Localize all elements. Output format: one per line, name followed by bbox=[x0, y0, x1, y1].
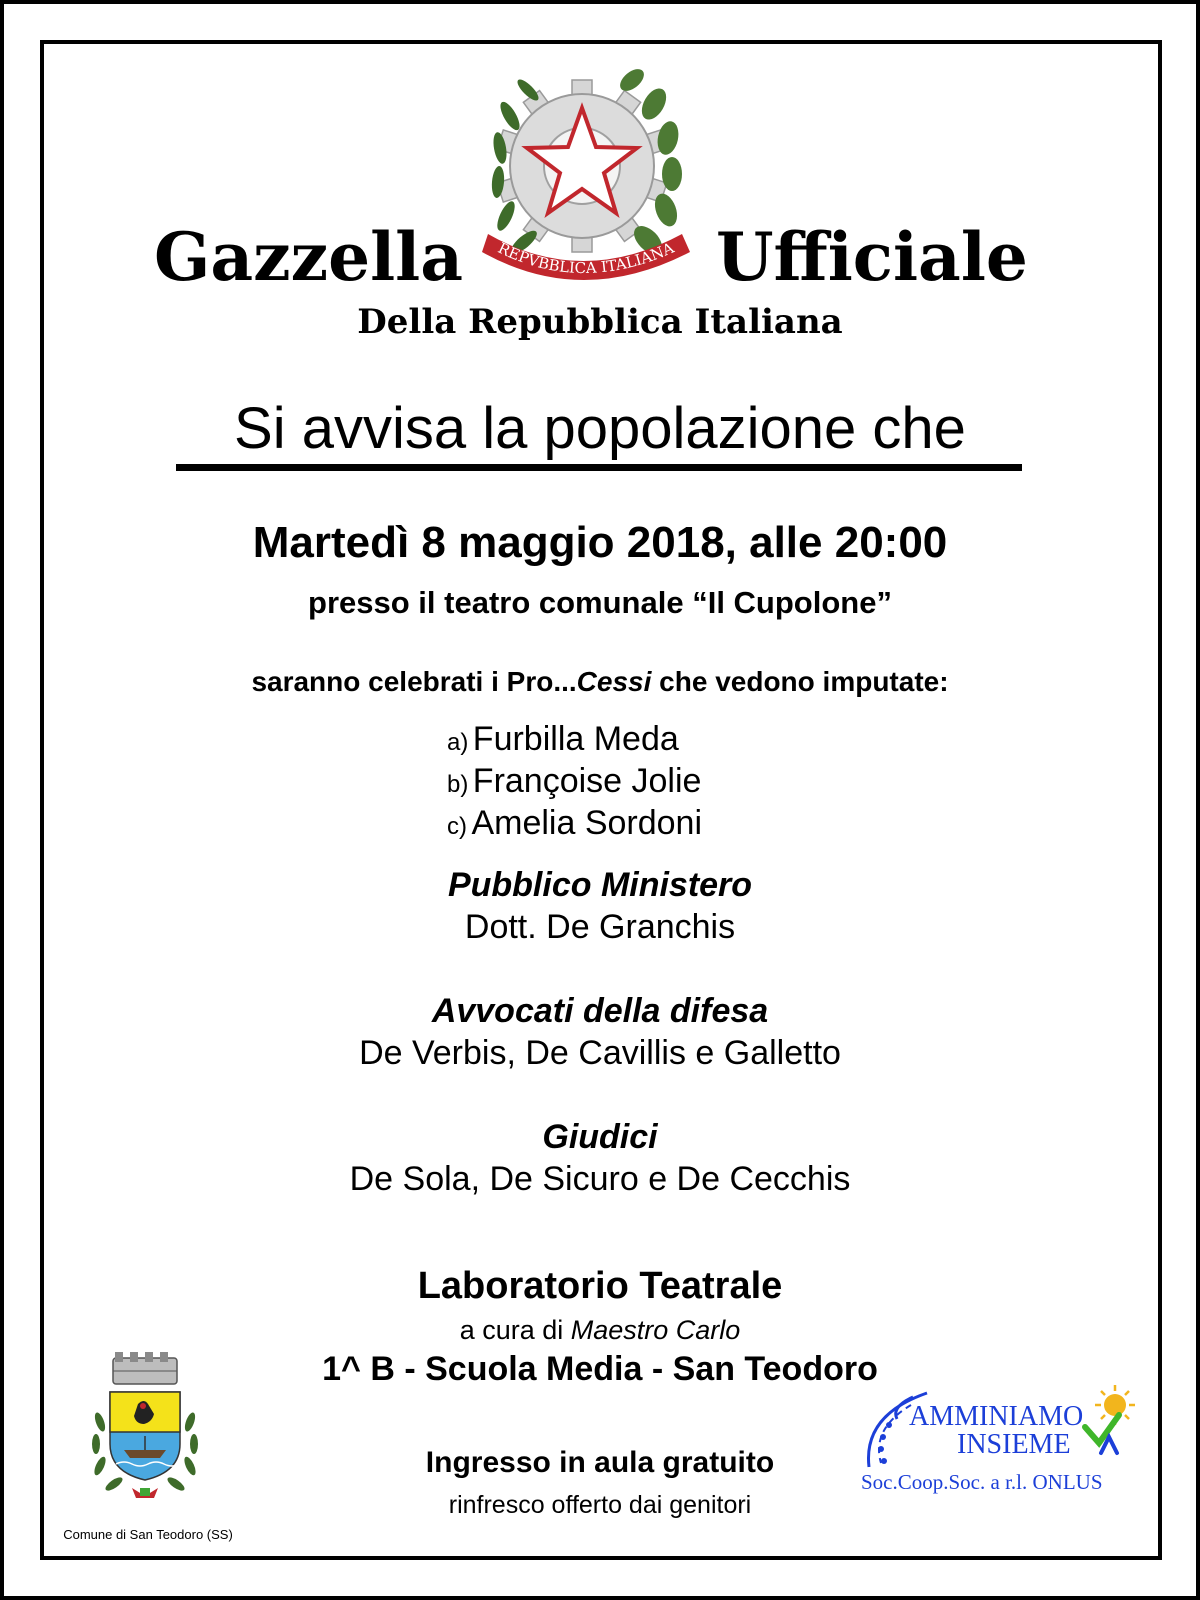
prosecutor-name: Dott. De Granchis bbox=[464, 908, 736, 946]
defendant-name: Furbilla Meda bbox=[472, 720, 679, 758]
notice-heading: Si avvisa la popolazione che bbox=[234, 396, 966, 461]
intro-italic: Cessi bbox=[576, 666, 652, 697]
defendant-mark: a) bbox=[447, 729, 469, 756]
masthead-left-word: Gazzella bbox=[154, 218, 463, 296]
defendant-name: Amelia Sordoni bbox=[471, 804, 703, 842]
organizer-title: Laboratorio Teatrale bbox=[417, 1265, 783, 1307]
organizer-class: 1^ B - Scuola Media - San Teodoro bbox=[322, 1350, 878, 1388]
defendant-mark: c) bbox=[447, 813, 467, 840]
intro-after: che vedono imputate: bbox=[651, 666, 949, 697]
event-venue: presso il teatro comunale “Il Cupolone” bbox=[308, 585, 892, 620]
partner-line1: AMMINIAMO bbox=[909, 1401, 1084, 1432]
intro-before: saranno celebrati i Pro... bbox=[251, 666, 577, 697]
curated-prefix: a cura di bbox=[459, 1315, 571, 1345]
admission-title: Ingresso in aula gratuito bbox=[425, 1446, 775, 1479]
notice-underline bbox=[176, 464, 1022, 471]
defense-names: De Verbis, De Cavillis e Galletto bbox=[359, 1034, 841, 1072]
masthead-subtitle: Della Repubblica Italiana bbox=[357, 302, 843, 342]
defendants-list bbox=[447, 718, 702, 844]
admission-note: rinfresco offerto dai genitori bbox=[448, 1491, 752, 1519]
crest-caption: Comune di San Teodoro (SS) bbox=[63, 1527, 233, 1542]
masthead-right-word: Ufficiale bbox=[716, 218, 1028, 296]
event-date: Martedì 8 maggio 2018, alle 20:00 bbox=[252, 518, 948, 567]
defendant-item bbox=[447, 760, 702, 802]
emblem-ribbon-text: REPVBBLICA ITALIANA bbox=[495, 238, 677, 278]
defendant-item bbox=[447, 718, 702, 760]
judges-names: De Sola, De Sicuro e De Cecchis bbox=[349, 1160, 851, 1198]
camminiamo-insieme-logo-icon bbox=[857, 1385, 1147, 1520]
italian-republic-emblem-icon bbox=[482, 56, 696, 296]
defendant-mark: b) bbox=[447, 771, 469, 798]
curated-by: Maestro Carlo bbox=[570, 1315, 741, 1345]
event-intro bbox=[0, 666, 1200, 698]
defense-title: Avvocati della difesa bbox=[431, 992, 769, 1030]
partner-line2: INSIEME bbox=[957, 1429, 1071, 1460]
defendant-name: Françoise Jolie bbox=[472, 762, 702, 800]
partner-line3: Soc.Coop.Soc. a r.l. ONLUS bbox=[861, 1470, 1103, 1494]
organizer-curated bbox=[0, 1315, 1200, 1346]
prosecutor-title: Pubblico Ministero bbox=[447, 866, 753, 904]
defendant-item bbox=[447, 802, 702, 844]
san-teodoro-crest-icon bbox=[80, 1352, 210, 1502]
judges-title: Giudici bbox=[542, 1118, 658, 1156]
